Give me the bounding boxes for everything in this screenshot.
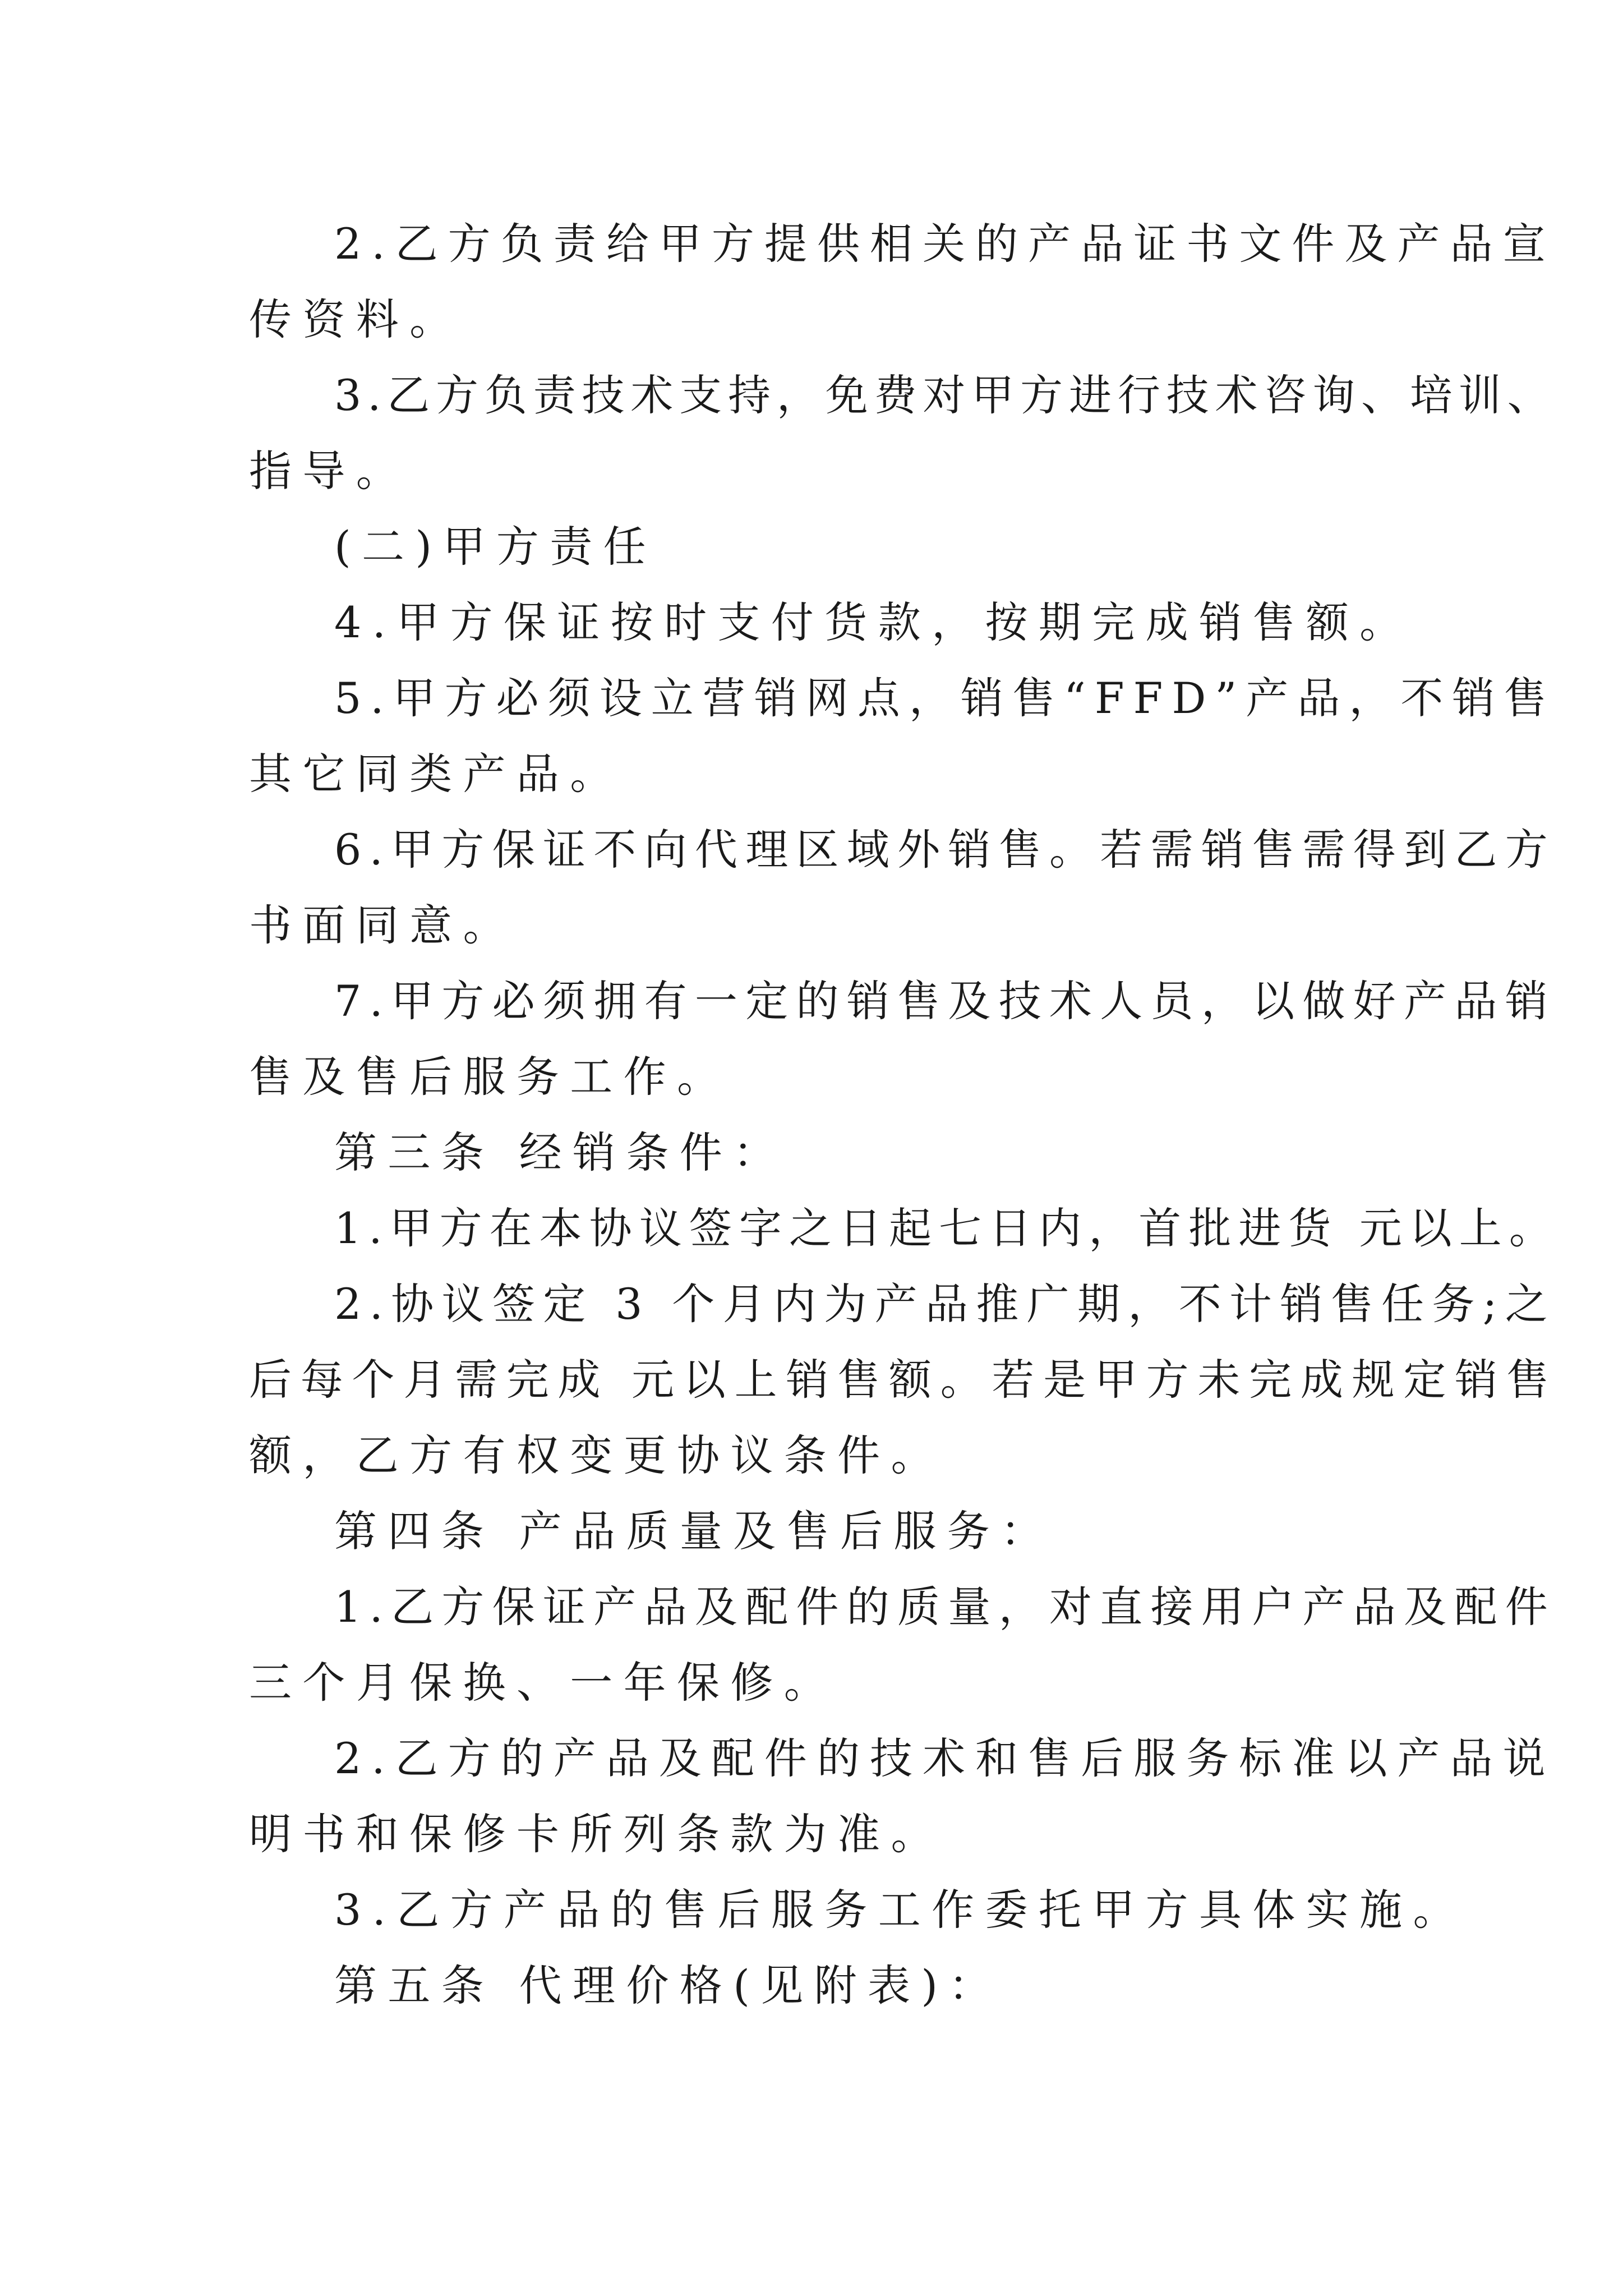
paragraph-line: 5.甲方必须设立营销网点，销售“FFD”产品，不销售 [334, 673, 1556, 723]
paragraph-line: 7.甲方必须拥有一定的销售及技术人员，以做好产品销 [334, 976, 1556, 1026]
paragraph-line: 1.甲方在本协议签字之日起七日内，首批进货 元以上。 [334, 1203, 1559, 1253]
paragraph-line: 3.乙方负责技术支持，免费对甲方进行技术咨询、培训、 [334, 370, 1556, 420]
paragraph-line: 三个月保换、一年保修。 [249, 1658, 838, 1708]
paragraph-line: 2.乙方的产品及配件的技术和售后服务标准以产品说 [334, 1733, 1556, 1783]
paragraph-line: 书面同意。 [249, 900, 517, 950]
paragraph-line: 额，乙方有权变更协议条件。 [249, 1430, 944, 1480]
paragraph-line: 6.甲方保证不向代理区域外销售。若需销售需得到乙方 [334, 825, 1556, 875]
article-heading: 第四条 产品质量及售后服务： [334, 1506, 1054, 1556]
article-heading: 第三条 经销条件： [334, 1128, 787, 1177]
article-heading: 第五条 代理价格(见附表)： [334, 1961, 1002, 2010]
paragraph-line: 2.协议签定 3 个月内为产品推广期，不计销售任务;之 [334, 1279, 1556, 1329]
paragraph-line: 3.乙方产品的售后服务工作委托甲方具体实施。 [334, 1885, 1467, 1935]
section-heading: (二)甲方责任 [334, 522, 657, 572]
paragraph-line: 传资料。 [249, 295, 463, 344]
paragraph-line: 其它同类产品。 [249, 749, 624, 799]
paragraph-line: 1.乙方保证产品及配件的质量，对直接用户产品及配件 [334, 1582, 1556, 1632]
paragraph-line: 明书和保修卡所列条款为准。 [249, 1809, 944, 1859]
paragraph-line: 售及售后服务工作。 [249, 1052, 731, 1102]
paragraph-line: 2.乙方负责给甲方提供相关的产品证书文件及产品宣 [334, 219, 1556, 269]
paragraph-line: 指导。 [249, 446, 410, 496]
paragraph-line: 后每个月需完成 元以上销售额。若是甲方未完成规定销售 [249, 1355, 1558, 1405]
paragraph-line: 4.甲方保证按时支付货款，按期完成销售额。 [334, 597, 1413, 647]
